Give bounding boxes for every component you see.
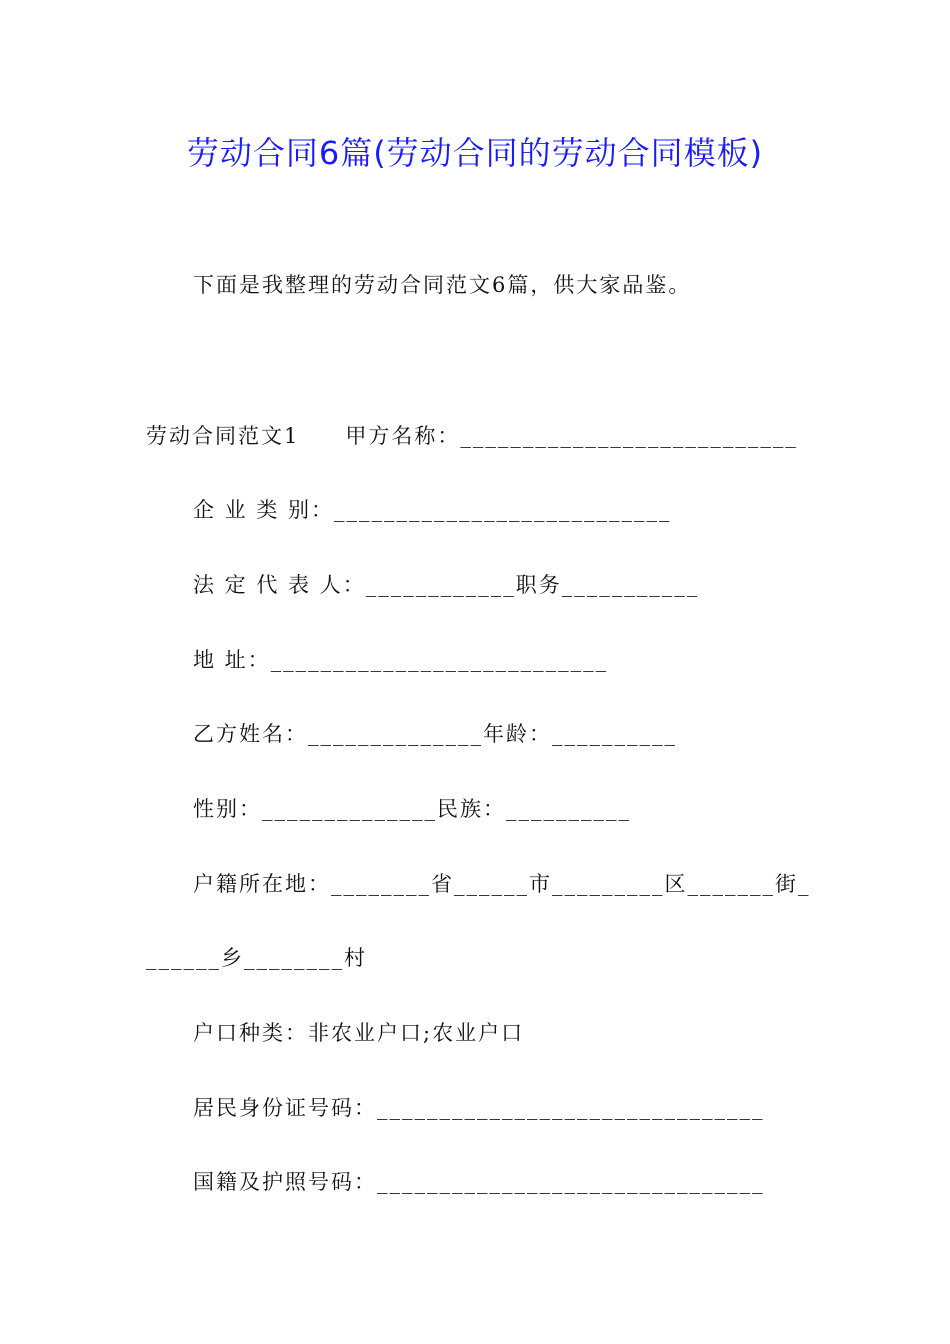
intro-paragraph: 下面是我整理的劳动合同范文6篇，供大家品鉴。: [193, 273, 692, 297]
address-line: 地 址：___________________________: [193, 648, 609, 672]
enterprise-type-line: 企 业 类 别：___________________________: [193, 498, 672, 522]
id-card-number-line: 居民身份证号码：_______________________________: [193, 1096, 765, 1120]
party-b-name-age-line: 乙方姓名：______________年龄：__________: [193, 722, 677, 746]
household-type-line: 户口种类：非农业户口;农业户口: [193, 1021, 525, 1045]
legal-representative-line: 法 定 代 表 人：____________职务___________: [193, 573, 700, 597]
contract-heading-party-a-name: 劳动合同范文1 甲方名称：___________________________: [146, 424, 798, 448]
gender-ethnicity-line: 性别：______________民族：__________: [193, 797, 631, 821]
document-title: 劳动合同6篇(劳动合同的劳动合同模板): [186, 134, 764, 172]
household-registration-continued-line: ______乡________村: [146, 946, 367, 970]
nationality-passport-line: 国籍及护照号码：_______________________________: [193, 1170, 765, 1194]
household-registration-line: 户籍所在地：________省______市_________区_______街_: [193, 872, 811, 896]
